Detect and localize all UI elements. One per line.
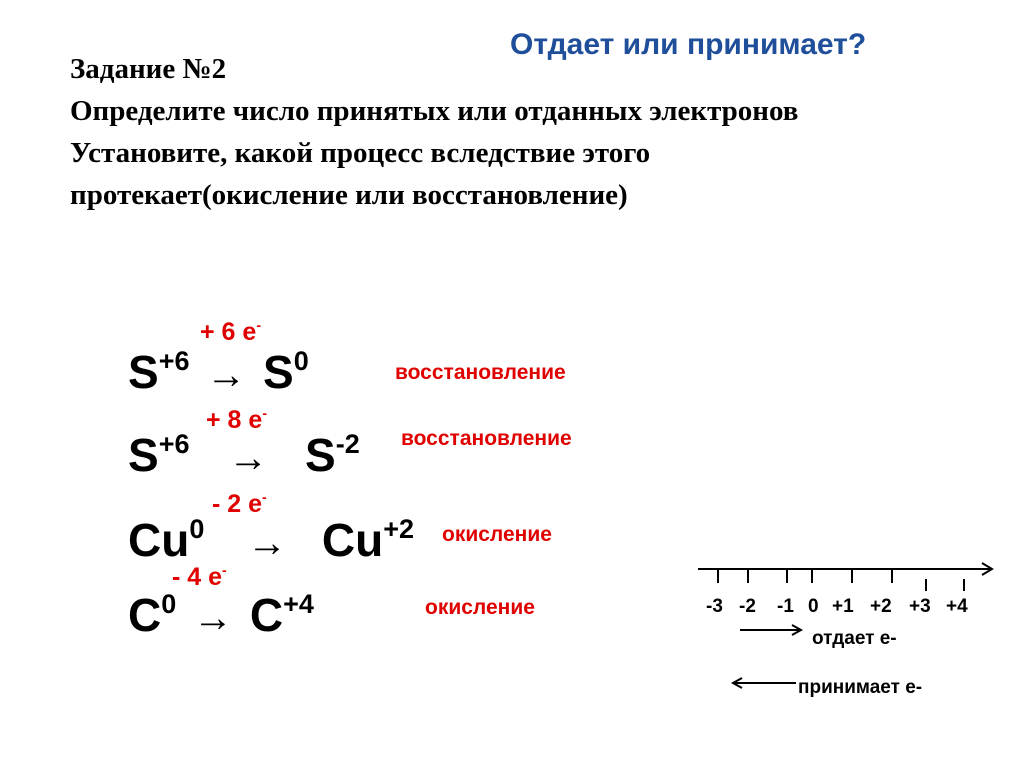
arrow-right-icon (738, 622, 804, 638)
arrow-left-icon (730, 675, 798, 691)
element-symbol: C (249, 589, 284, 641)
equation-row (128, 588, 314, 642)
arrow-right-icon: → (228, 436, 269, 480)
process-label: восстановление (401, 427, 572, 450)
element-symbol: Cu (128, 514, 190, 566)
electron-annotation: - 2 e- (212, 489, 267, 518)
electron-annotation: + 6 e- (200, 317, 261, 346)
gives-electrons-label: отдает е- (812, 628, 897, 649)
task-number: Задание №2 (70, 53, 227, 85)
element-symbol: C (128, 589, 162, 641)
page-title: Отдает или принимает? (510, 28, 867, 61)
equation-row (128, 428, 360, 482)
task-block (70, 48, 798, 216)
oxidation-state: +2 (383, 514, 415, 544)
oxidation-state: +6 (158, 346, 190, 376)
oxidation-state: +4 (283, 589, 314, 619)
arrow-right-icon: → (193, 596, 234, 640)
task-line-3: протекает(окисление или восстановление) (70, 179, 628, 211)
arrow-right-icon: → (206, 353, 247, 397)
tick-label: +4 (946, 596, 968, 617)
electron-annotation: - 4 e- (172, 562, 227, 591)
tick-label: +3 (909, 596, 931, 617)
oxidation-state: 0 (161, 589, 177, 619)
element-symbol: S (263, 346, 294, 398)
tick-label: +2 (870, 596, 892, 617)
element-symbol: S (305, 429, 336, 481)
tick-label: -2 (739, 596, 756, 617)
task-line-2: Установите, какой процесс вследствие этого (70, 137, 651, 169)
oxidation-state: 0 (189, 514, 205, 544)
element-symbol: Cu (321, 514, 384, 566)
equation-row (128, 345, 309, 399)
element-symbol: S (128, 346, 159, 398)
tick-label: -3 (706, 596, 723, 617)
electron-annotation: + 8 e- (206, 405, 267, 434)
number-line (690, 555, 1000, 595)
process-label: восстановление (395, 361, 566, 384)
oxidation-state: 0 (293, 346, 309, 376)
oxidation-state: -2 (335, 429, 360, 459)
task-line-1: Определите число принятых или отданных электронов (70, 95, 799, 127)
arrow-right-icon: → (247, 521, 288, 565)
process-label: окисление (425, 596, 535, 619)
tick-label: -1 (777, 596, 794, 617)
takes-electrons-label: принимает е- (798, 677, 923, 698)
process-label: окисление (442, 523, 552, 546)
equation-row (128, 513, 414, 567)
oxidation-state: +6 (158, 429, 190, 459)
tick-label: +1 (832, 596, 854, 617)
element-symbol: S (128, 429, 159, 481)
tick-label: 0 (808, 596, 819, 617)
